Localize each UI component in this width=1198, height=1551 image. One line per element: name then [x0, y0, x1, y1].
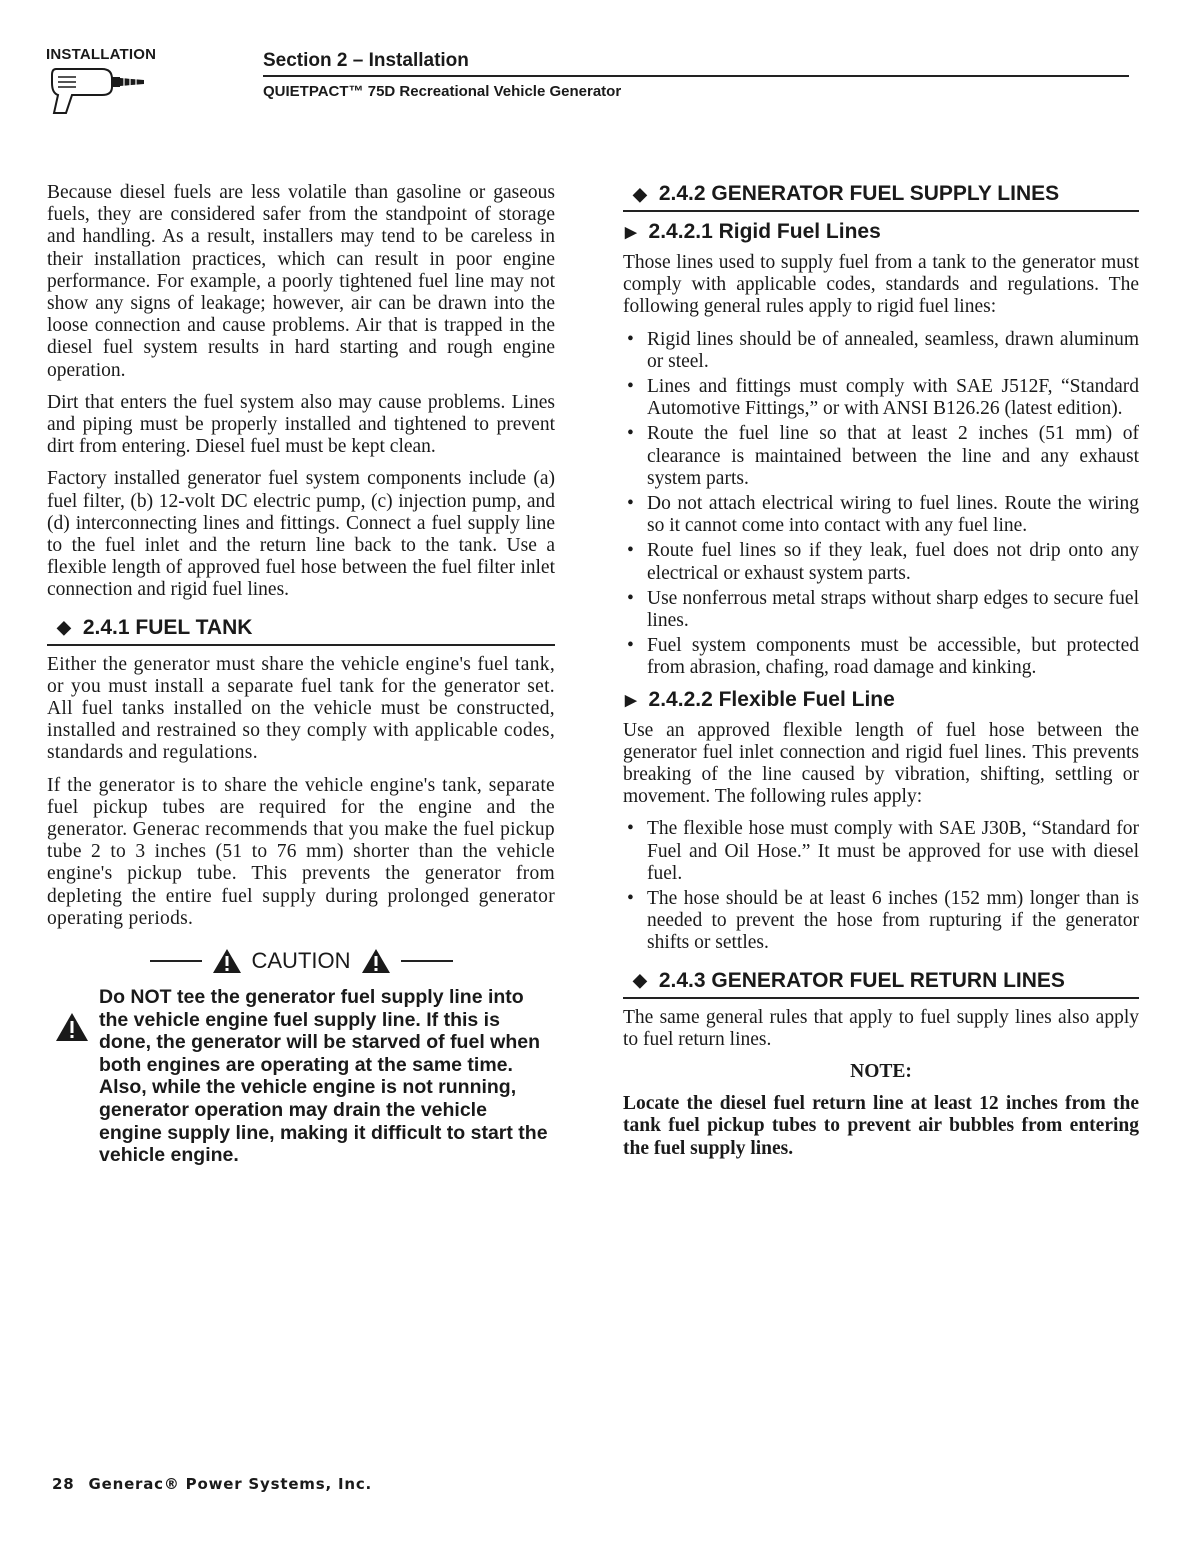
- list-item-text: Use nonferrous metal straps without sharp edges to secure fuel lines.: [647, 587, 1139, 632]
- diamond-icon: ◆: [633, 970, 647, 991]
- list-item-text: Rigid lines should be of annealed, seamless, drawn aluminum or steel.: [647, 328, 1139, 372]
- footer-company: Generac® Power Systems, Inc.: [88, 1475, 373, 1493]
- paragraph-pickup-tubes: If the generator is to share the vehicle engine's tank, separate fuel pickup tubes are required for the engine and the generator. Generac recommends that you make the fuel pickup tube 2 to 3 inches (51 to 76 mm) shorter than the vehicle engine's pickup tube. This prevents the generator from depleting the entire fuel supply during prolonged generator operating periods.: [47, 774, 555, 929]
- list-item: [623, 540, 1139, 584]
- list-item-text: Route the fuel line so that at least 2 inches (51 mm) of clearance is maintained between the line and any exhaust system parts.: [647, 423, 1139, 489]
- heading-flexible-line-label: 2.4.2.2 Flexible Fuel Line: [648, 687, 895, 711]
- list-item-text: The hose should be at least 6 inches (152 mm) longer than is needed to prevent the hose from rupturing if the generator shifts or settles.: [647, 888, 1139, 954]
- left-column: [47, 182, 555, 1167]
- section-title: Section 2 – Installation: [263, 50, 1129, 77]
- list-item: [623, 423, 1139, 490]
- caution-text: Do NOT tee the generator fuel supply line into the vehicle engine fuel supply line. If this is done, the generator will be starved of fuel when both engines are operating at the same time. Also, while the vehicle engine is not running, generator operation may drain the vehicle engine supply line, making it difficult to start the vehicle engine.: [99, 986, 548, 1167]
- heading-fuel-tank-label: 2.4.1 FUEL TANK: [82, 615, 253, 639]
- bullet-icon: •: [627, 423, 634, 445]
- bullet-icon: •: [627, 587, 634, 609]
- drill-icon: [46, 65, 158, 125]
- caution-label: CAUTION: [251, 948, 351, 974]
- list-item-text: The flexible hose must comply with SAE J30B, “Standard for Fuel and Oil Hose.” It must be approved for use with diesel fuel.: [647, 818, 1139, 884]
- heading-rigid-lines: [623, 220, 1139, 244]
- note-text: Locate the diesel fuel return line at least 12 inches from the tank fuel pickup tubes to prevent air bubbles from entering the fuel supply lines.: [623, 1093, 1139, 1159]
- bullet-icon: •: [627, 888, 634, 910]
- diamond-icon: ◆: [633, 183, 647, 204]
- heading-fuel-tank: [47, 616, 555, 646]
- section-header: [263, 50, 1129, 100]
- page-footer: [52, 1475, 372, 1493]
- heading-return-lines-label: 2.4.3 GENERATOR FUEL RETURN LINES: [658, 968, 1065, 992]
- caution-header: [47, 948, 555, 974]
- diamond-icon: ◆: [57, 617, 71, 638]
- list-item: [623, 329, 1139, 373]
- bullet-icon: •: [627, 635, 634, 657]
- right-column: [623, 182, 1139, 1160]
- triangle-icon: ▶: [625, 224, 637, 241]
- list-item: [623, 376, 1139, 420]
- heading-return-lines: [623, 969, 1139, 999]
- rigid-rules-list: [623, 329, 1139, 680]
- heading-supply-lines: [623, 182, 1139, 212]
- caution-block: [47, 986, 555, 1167]
- paragraph-flexible-line: Use an approved flexible length of fuel hose between the generator fuel inlet connection and rigid fuel lines. This prevents breaking of the line caused by vibration, shifting, settling or movement. The following rules apply:: [623, 719, 1139, 808]
- caution-rule-right: [401, 960, 453, 962]
- installation-tab: [46, 46, 186, 125]
- warning-icon: [361, 948, 391, 974]
- list-item-text: Lines and fittings must comply with SAE J512F, “Standard Automotive Fittings,” or with ANSI B126.26 (latest edition).: [647, 376, 1139, 420]
- list-item-text: Route fuel lines so if they leak, fuel does not drip onto any electrical or exhaust system parts.: [647, 540, 1139, 584]
- list-item: [623, 588, 1139, 632]
- heading-supply-lines-label: 2.4.2 GENERATOR FUEL SUPPLY LINES: [658, 182, 1060, 205]
- paragraph-dirt: Dirt that enters the fuel system also may cause problems. Lines and piping must be properly installed and tightened to prevent dirt from entering. Diesel fuel must be kept clean.: [47, 391, 555, 458]
- list-item-text: Fuel system components must be accessible, but protected from abrasion, chafing, road damage and kinking.: [647, 635, 1139, 679]
- warning-icon: [55, 1012, 89, 1042]
- paragraph-rigid-lines: Those lines used to supply fuel from a tank to the generator must comply with applicable codes, standards and regulations. The following general rules apply to rigid fuel lines:: [623, 252, 1139, 318]
- heading-rigid-lines-label: 2.4.2.1 Rigid Fuel Lines: [648, 220, 881, 243]
- bullet-icon: •: [627, 376, 634, 398]
- list-item: [623, 493, 1139, 537]
- list-item: [623, 818, 1139, 885]
- paragraph-fuel-tank-share: Either the generator must share the vehicle engine's fuel tank, or you must install a separate fuel tank for the generator set. All fuel tanks installed on the vehicle must be constructed, installed and restrained so they comply with applicable codes, standards and regulations.: [47, 653, 555, 764]
- bullet-icon: •: [627, 818, 634, 840]
- page-number: 28: [52, 1475, 75, 1493]
- paragraph-diesel-volatility: Because diesel fuels are less volatile than gasoline or gaseous fuels, they are considered safer from the standpoint of storage and handling. As a result, installers may tend to be careless in their installation practices, which can result in poor engine performance. For example, a poorly tightened fuel line may not show any signs of leakage; however, air can be drawn into the loose connection and cause problems. Air that is trapped in the diesel fuel system results in hard starting and rough engine operation.: [47, 182, 555, 381]
- list-item-text: Do not attach electrical wiring to fuel lines. Route the wiring so it cannot come into contact with any fuel line.: [647, 493, 1139, 537]
- paragraph-factory-components: Factory installed generator fuel system components include (a) fuel filter, (b) 12-volt DC electric pump, (c) injection pump, and (d) interconnecting lines and fittings. Connect a fuel supply line to the fuel inlet and the return line back to the tank. Use a flexible length of approved fuel hose between the fuel filter inlet connection and rigid fuel lines.: [47, 468, 555, 601]
- list-item: [623, 635, 1139, 679]
- bullet-icon: •: [627, 328, 634, 350]
- bullet-icon: •: [627, 493, 634, 515]
- note-label: NOTE:: [850, 1061, 912, 1083]
- list-item: [623, 888, 1139, 955]
- section-subtitle: QUIETPACT™ 75D Recreational Vehicle Generator: [263, 83, 622, 100]
- flexible-rules-list: [623, 818, 1139, 954]
- installation-label: INSTALLATION: [46, 46, 157, 63]
- caution-rule-left: [150, 960, 202, 962]
- heading-flexible-line: [623, 688, 1139, 712]
- bullet-icon: •: [627, 540, 634, 562]
- paragraph-return-lines: The same general rules that apply to fuel supply lines also apply to fuel return lines.: [623, 1006, 1139, 1050]
- triangle-icon: ▶: [625, 691, 637, 709]
- warning-icon: [212, 948, 242, 974]
